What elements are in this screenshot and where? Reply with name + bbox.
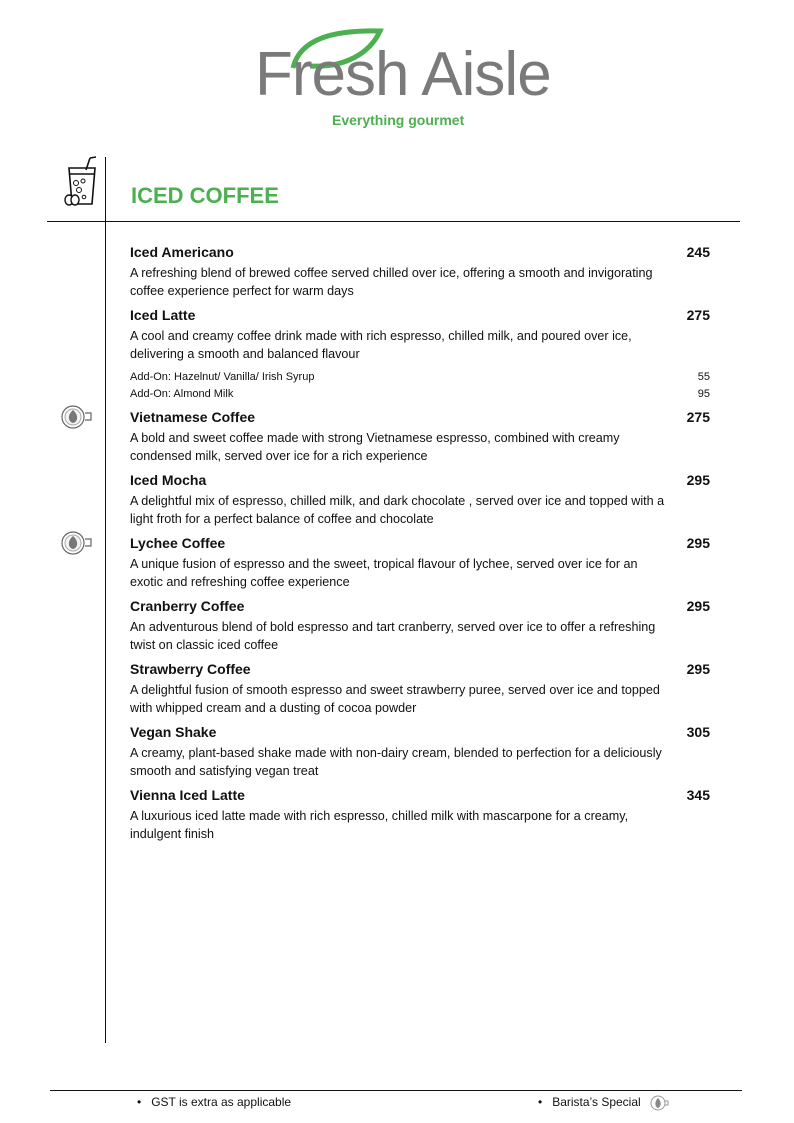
footer-divider — [50, 1090, 742, 1091]
menu-item — [130, 408, 710, 465]
item-price: 295 — [686, 598, 710, 614]
item-name: Iced Latte — [130, 307, 196, 323]
item-description: A refreshing blend of brewed coffee served chilled over ice, offering a smooth and invigorating coffee experience perfect for warm days — [130, 266, 653, 298]
item-description: A creamy, plant-based shake made with non-dairy cream, blended to perfection for a deliciously smooth and satisfying vegan treat — [130, 746, 662, 778]
item-description: A delightful fusion of smooth espresso and sweet strawberry puree, served over ice and topped with whipped cream and a dusting of cocoa powder — [130, 683, 660, 715]
item-price: 245 — [686, 244, 710, 260]
item-price: 275 — [686, 409, 710, 425]
addon-row — [130, 386, 710, 403]
item-price: 295 — [686, 661, 710, 677]
barista-special-icon — [58, 530, 100, 556]
addon-price: 95 — [697, 388, 710, 400]
item-description: An adventurous blend of bold espresso and tart cranberry, served over ice to offer a refreshing twist on classic iced coffee — [130, 620, 656, 652]
item-description: A luxurious iced latte made with rich espresso, chilled milk with mascarpone for a creamy, indulgent finish — [130, 809, 629, 841]
legend-label: Barista’s Special — [552, 1095, 641, 1109]
addon-label: Add-On: Hazelnut/ Vanilla/ Irish Syrup — [130, 371, 315, 383]
footer-note: • GST is extra as applicable — [137, 1094, 291, 1110]
brand-tagline: Everything gourmet — [332, 112, 465, 128]
item-name: Cranberry Coffee — [130, 598, 245, 614]
vertical-divider — [105, 157, 106, 1043]
barista-special-icon — [650, 1095, 672, 1111]
item-name: Lychee Coffee — [130, 535, 226, 551]
item-price: 295 — [686, 472, 710, 488]
addon-label: Add-On: Almond Milk — [130, 388, 234, 400]
addon-row — [130, 369, 710, 386]
item-price: 345 — [686, 787, 710, 803]
item-description: A delightful mix of espresso, chilled milk, and dark chocolate , served over ice and topped with a light froth for a perfect balance of coffee and chocolate — [130, 494, 665, 526]
menu-item-list — [130, 243, 710, 849]
menu-item — [130, 786, 710, 843]
item-description: A cool and creamy coffee drink made with rich espresso, chilled milk, and poured over ice, delivering a smooth and balanced flavour — [130, 329, 632, 361]
addon-price: 55 — [697, 371, 710, 383]
brand-name: Fresh Aisle — [255, 40, 551, 109]
item-name: Iced Americano — [130, 244, 234, 260]
item-price: 305 — [686, 724, 710, 740]
item-name: Iced Mocha — [130, 472, 207, 488]
menu-item — [130, 471, 710, 528]
barista-special-icon — [58, 404, 100, 430]
menu-item — [130, 597, 710, 654]
menu-item — [130, 660, 710, 717]
item-description: A unique fusion of espresso and the sweet, tropical flavour of lychee, served over ice for an exotic and refreshing coffee experience — [130, 557, 638, 589]
item-name: Vietnamese Coffee — [130, 409, 256, 425]
menu-item — [130, 306, 710, 363]
item-name: Vienna Iced Latte — [130, 787, 245, 803]
item-name: Vegan Shake — [130, 724, 217, 740]
menu-item — [130, 723, 710, 780]
item-price: 295 — [686, 535, 710, 551]
item-price: 275 — [686, 307, 710, 323]
item-name: Strawberry Coffee — [130, 661, 251, 677]
footer-legend — [538, 1094, 672, 1111]
iced-drink-icon — [62, 156, 102, 208]
menu-item — [130, 243, 710, 300]
brand-logo — [255, 28, 551, 136]
section-divider — [47, 221, 740, 222]
item-description: A bold and sweet coffee made with strong Vietnamese espresso, combined with creamy condensed milk, served over ice for a rich experience — [130, 431, 620, 463]
menu-item — [130, 534, 710, 591]
section-title: ICED COFFEE — [131, 183, 279, 208]
